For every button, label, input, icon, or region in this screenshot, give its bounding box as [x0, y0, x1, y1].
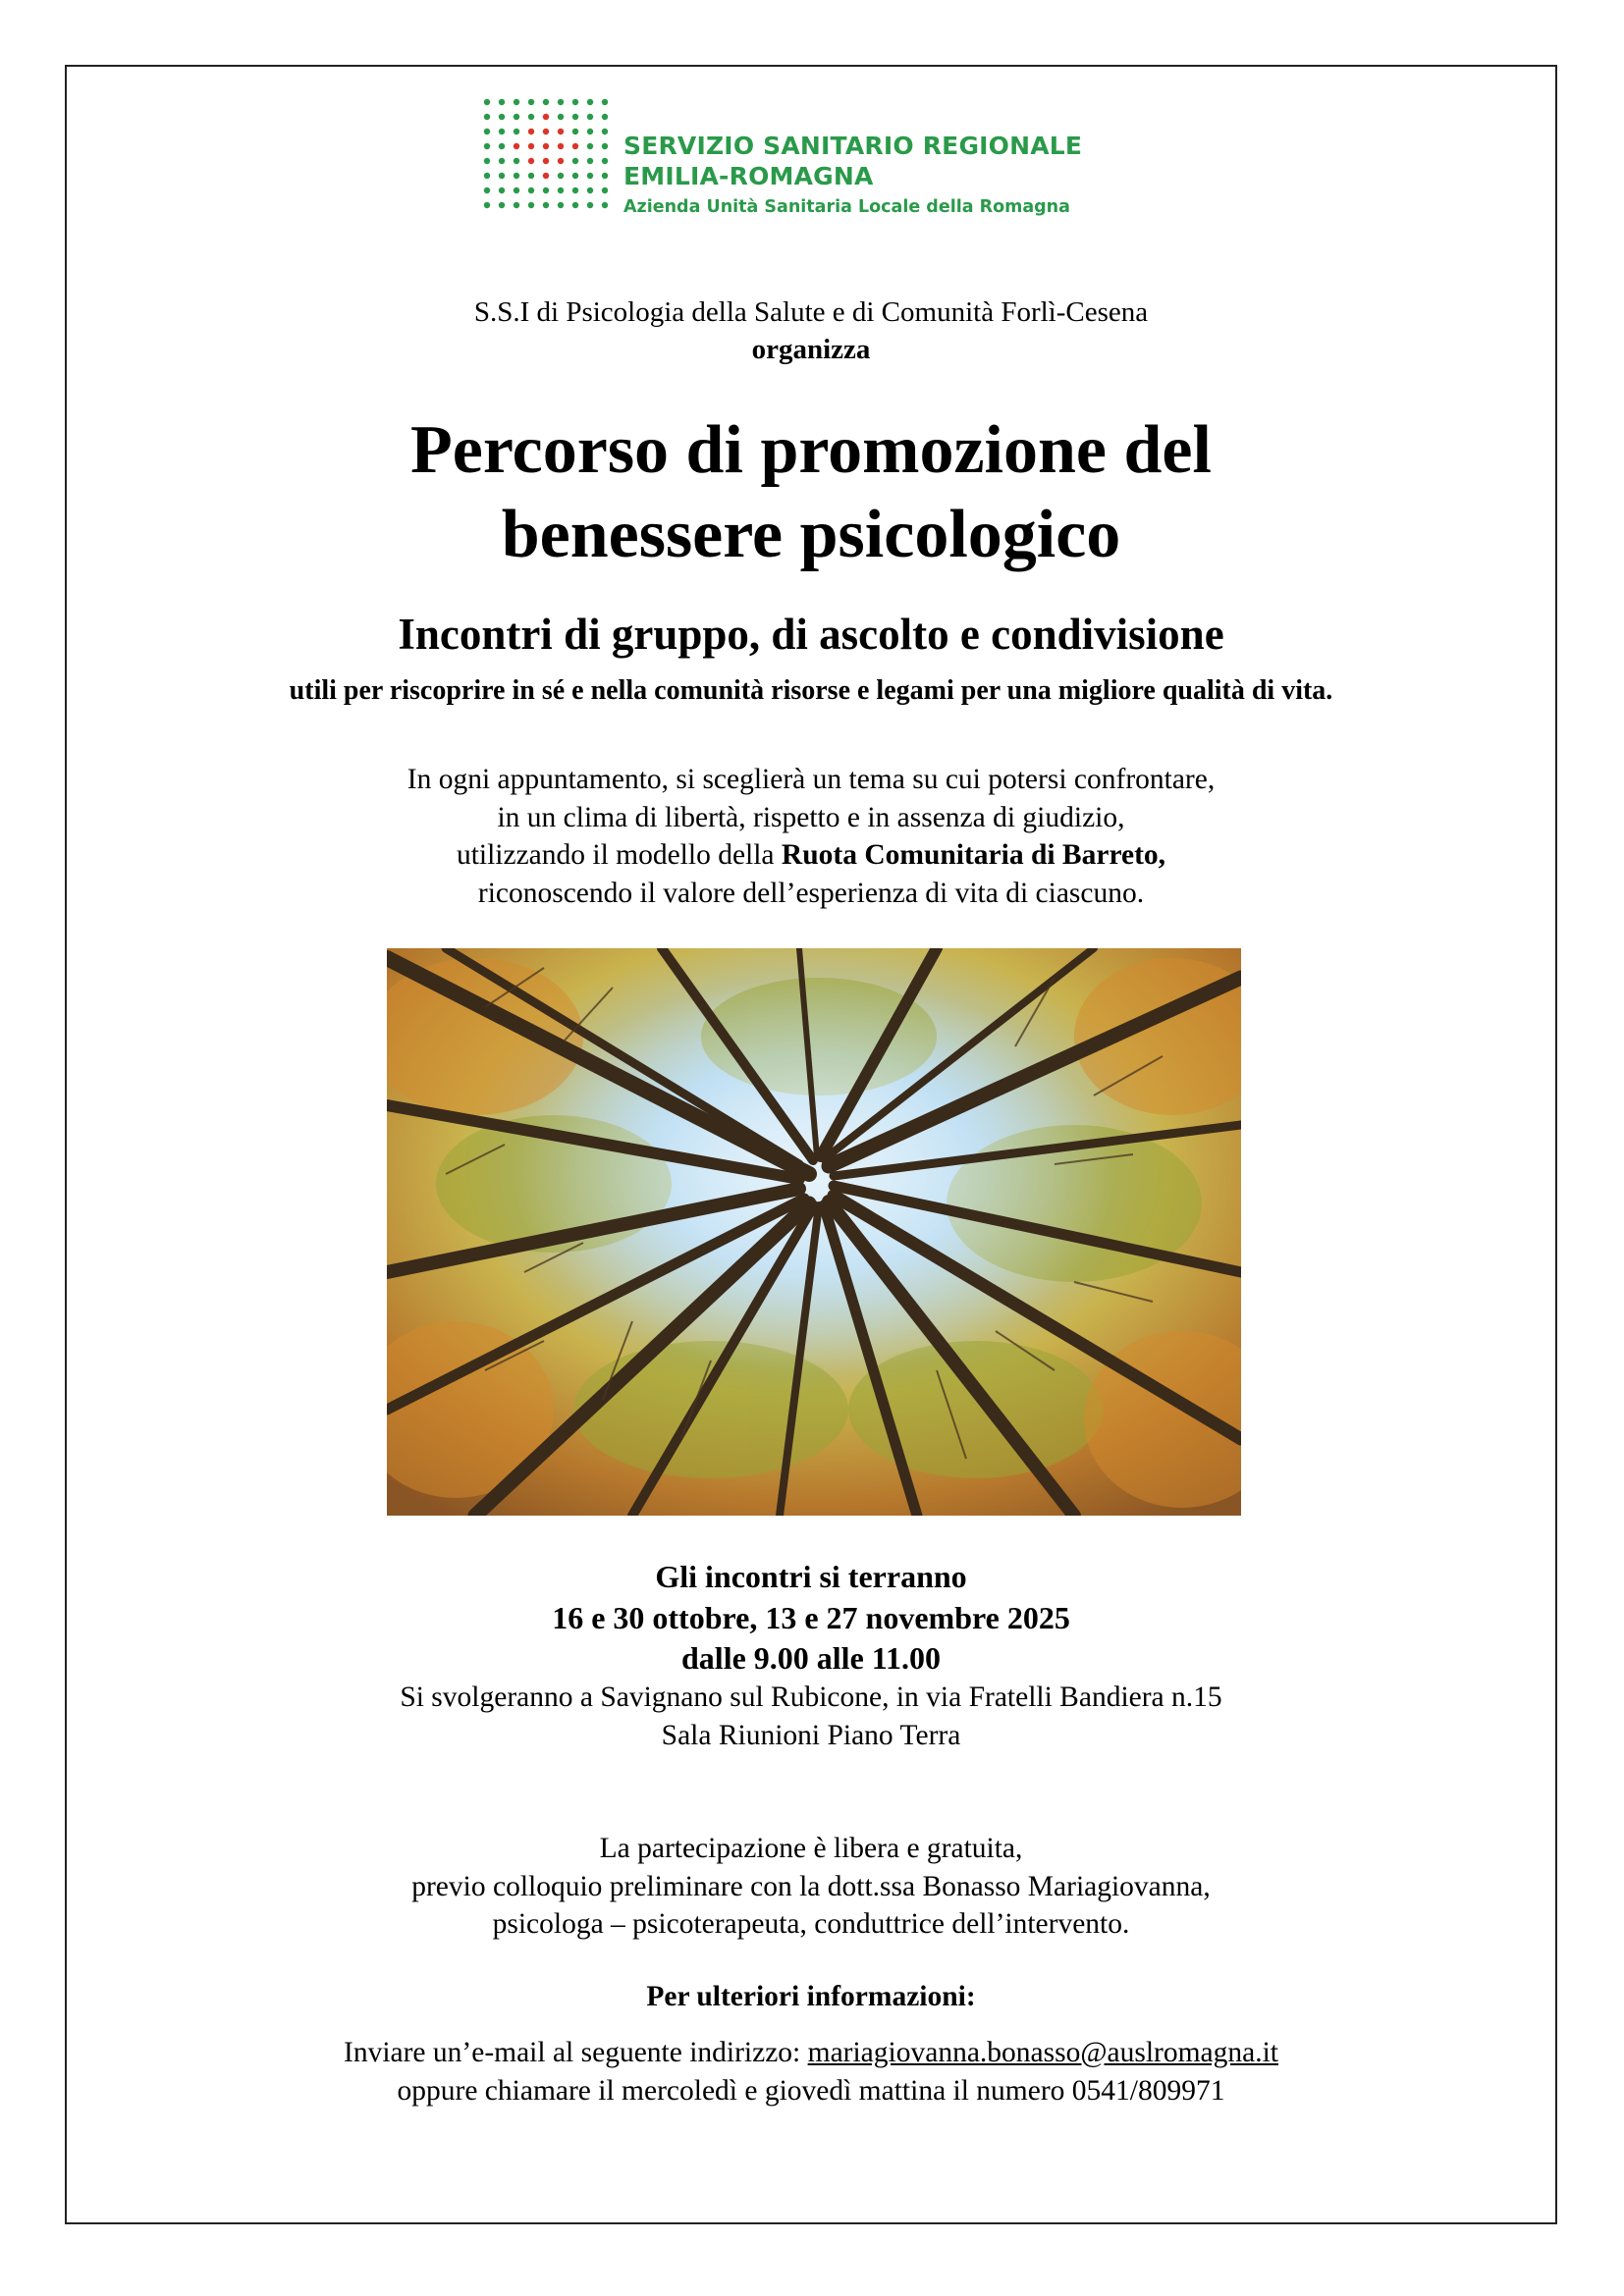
logo-dot	[587, 173, 593, 179]
contact-phone-line: oppure chiamare il mercoledì e giovedì mattina il numero 0541/809971	[397, 2074, 1225, 2107]
contact	[65, 2034, 1557, 2109]
logo-dot	[514, 158, 519, 164]
forest-canopy-image	[387, 948, 1241, 1516]
logo-dot	[572, 129, 578, 134]
logo-dot	[558, 143, 564, 149]
description-line1: In ogni appuntamento, si sceglierà un tema su cui potersi confrontare,	[406, 764, 1216, 795]
logo-dot	[587, 114, 593, 120]
logo-dot	[558, 158, 564, 164]
logo-dot	[484, 143, 490, 149]
info-heading: Per ulteriori informazioni:	[646, 1981, 976, 2012]
logo-dot	[602, 187, 608, 193]
logo-dot	[587, 202, 593, 208]
logo-dot	[587, 158, 593, 164]
logo-dot	[528, 114, 534, 120]
schedule-time: dalle 9.00 alle 11.00	[681, 1640, 941, 1676]
description-line3-text: utilizzando il modello della	[456, 839, 782, 871]
description-line3-bold: Ruota Comunitaria di Barreto,	[781, 839, 1166, 871]
logo-dot	[558, 202, 564, 208]
contact-email-line	[65, 2034, 1557, 2072]
description-line4: riconoscendo il valore dell’esperienza di vita di ciascuno.	[477, 877, 1145, 909]
title-line1: Percorso di promozione del	[410, 412, 1212, 488]
logo-dot	[528, 158, 534, 164]
logo-dot	[528, 129, 534, 134]
logo-dot	[543, 143, 549, 149]
logo-dot	[602, 143, 608, 149]
logo-dot	[602, 158, 608, 164]
venue	[65, 1679, 1557, 1754]
logo-dot	[484, 129, 490, 134]
logo-dot	[499, 158, 505, 164]
logo-dot	[587, 99, 593, 105]
logo-dot	[572, 114, 578, 120]
organizer-name: S.S.I di Psicologia della Salute e di Comunità Forlì-Cesena	[473, 296, 1149, 328]
logo-dot	[514, 202, 519, 208]
logo-dot	[514, 187, 519, 193]
logo-dot	[484, 114, 490, 120]
logo-dot	[543, 158, 549, 164]
logo-dot	[543, 114, 549, 120]
venue-room: Sala Riunioni Piano Terra	[661, 1719, 961, 1751]
description-line3	[65, 836, 1557, 875]
subtitle-description: utili per riscoprire in sé e nella comunità risorse e legami per una migliore qualità di vita.	[289, 675, 1333, 706]
logo-dot	[558, 173, 564, 179]
logo-dot	[499, 173, 505, 179]
logo	[481, 96, 1110, 224]
logo-dot	[602, 114, 608, 120]
schedule-intro: Gli incontri si terranno	[655, 1559, 967, 1594]
logo-dot	[484, 173, 490, 179]
logo-dot	[587, 187, 593, 193]
logo-dot	[528, 202, 534, 208]
logo-line3: Azienda Unità Sanitaria Locale della Romagna	[623, 197, 1070, 217]
logo-dot	[558, 187, 564, 193]
logo-dot	[602, 129, 608, 134]
logo-dot	[528, 143, 534, 149]
logo-dot	[484, 202, 490, 208]
page-title	[65, 408, 1557, 577]
email-link[interactable]: mariagiovanna.bonasso@auslromagna.it	[807, 2037, 1278, 2068]
logo-dot	[587, 129, 593, 134]
logo-dot	[514, 143, 519, 149]
participation-line1: La partecipazione è libera e gratuita,	[599, 1833, 1023, 1864]
logo-dot	[572, 187, 578, 193]
participation	[65, 1830, 1557, 1944]
logo-dot-grid	[481, 96, 611, 224]
logo-dot	[499, 99, 505, 105]
description-line2: in un clima di libertà, rispetto e in assenza di giudizio,	[497, 801, 1125, 833]
title-line2: benessere psicologico	[501, 497, 1121, 572]
logo-dot	[572, 202, 578, 208]
logo-dot	[499, 202, 505, 208]
logo-dot	[602, 202, 608, 208]
subtitle: Incontri di gruppo, di ascolto e condivisione	[398, 610, 1224, 659]
logo-dot	[572, 143, 578, 149]
forest-canopy-illustration	[387, 948, 1241, 1516]
logo-dot	[484, 99, 490, 105]
logo-dot	[484, 187, 490, 193]
logo-dot	[528, 99, 534, 105]
participation-line2: previo colloquio preliminare con la dott.ssa Bonasso Mariagiovanna,	[411, 1870, 1211, 1902]
organizer-verb: organizza	[751, 334, 871, 365]
description	[65, 761, 1557, 912]
logo-dot	[572, 99, 578, 105]
logo-dot	[543, 129, 549, 134]
logo-dot	[499, 187, 505, 193]
logo-dot	[499, 143, 505, 149]
logo-dot	[484, 158, 490, 164]
schedule-dates: 16 e 30 ottobre, 13 e 27 novembre 2025	[552, 1599, 1070, 1635]
logo-dot	[572, 173, 578, 179]
logo-line1: SERVIZIO SANITARIO REGIONALE	[623, 132, 1083, 160]
logo-dot	[572, 158, 578, 164]
logo-dot	[543, 187, 549, 193]
logo-line2: EMILIA-ROMAGNA	[623, 162, 874, 190]
logo-dot	[543, 202, 549, 208]
logo-dot	[543, 99, 549, 105]
logo-dot	[558, 114, 564, 120]
logo-dot	[499, 114, 505, 120]
logo-dot	[514, 114, 519, 120]
participation-line3: psicologa – psicoterapeuta, conduttrice dell’intervento.	[492, 1908, 1130, 1940]
logo-dot	[514, 173, 519, 179]
venue-place: Si svolgeranno a Savignano sul Rubicone, in via Fratelli Bandiera n.15	[400, 1682, 1222, 1713]
logo-dot	[558, 99, 564, 105]
logo-dot	[558, 129, 564, 134]
logo-dot	[602, 173, 608, 179]
logo-dot	[499, 129, 505, 134]
logo-dot	[528, 173, 534, 179]
contact-email-label: Inviare un’e-mail al seguente indirizzo:	[344, 2037, 808, 2068]
logo-dot	[602, 99, 608, 105]
logo-dot	[543, 173, 549, 179]
logo-dot	[514, 99, 519, 105]
logo-dot	[587, 143, 593, 149]
logo-dot	[514, 129, 519, 134]
schedule	[65, 1557, 1557, 1680]
logo-dot	[528, 187, 534, 193]
